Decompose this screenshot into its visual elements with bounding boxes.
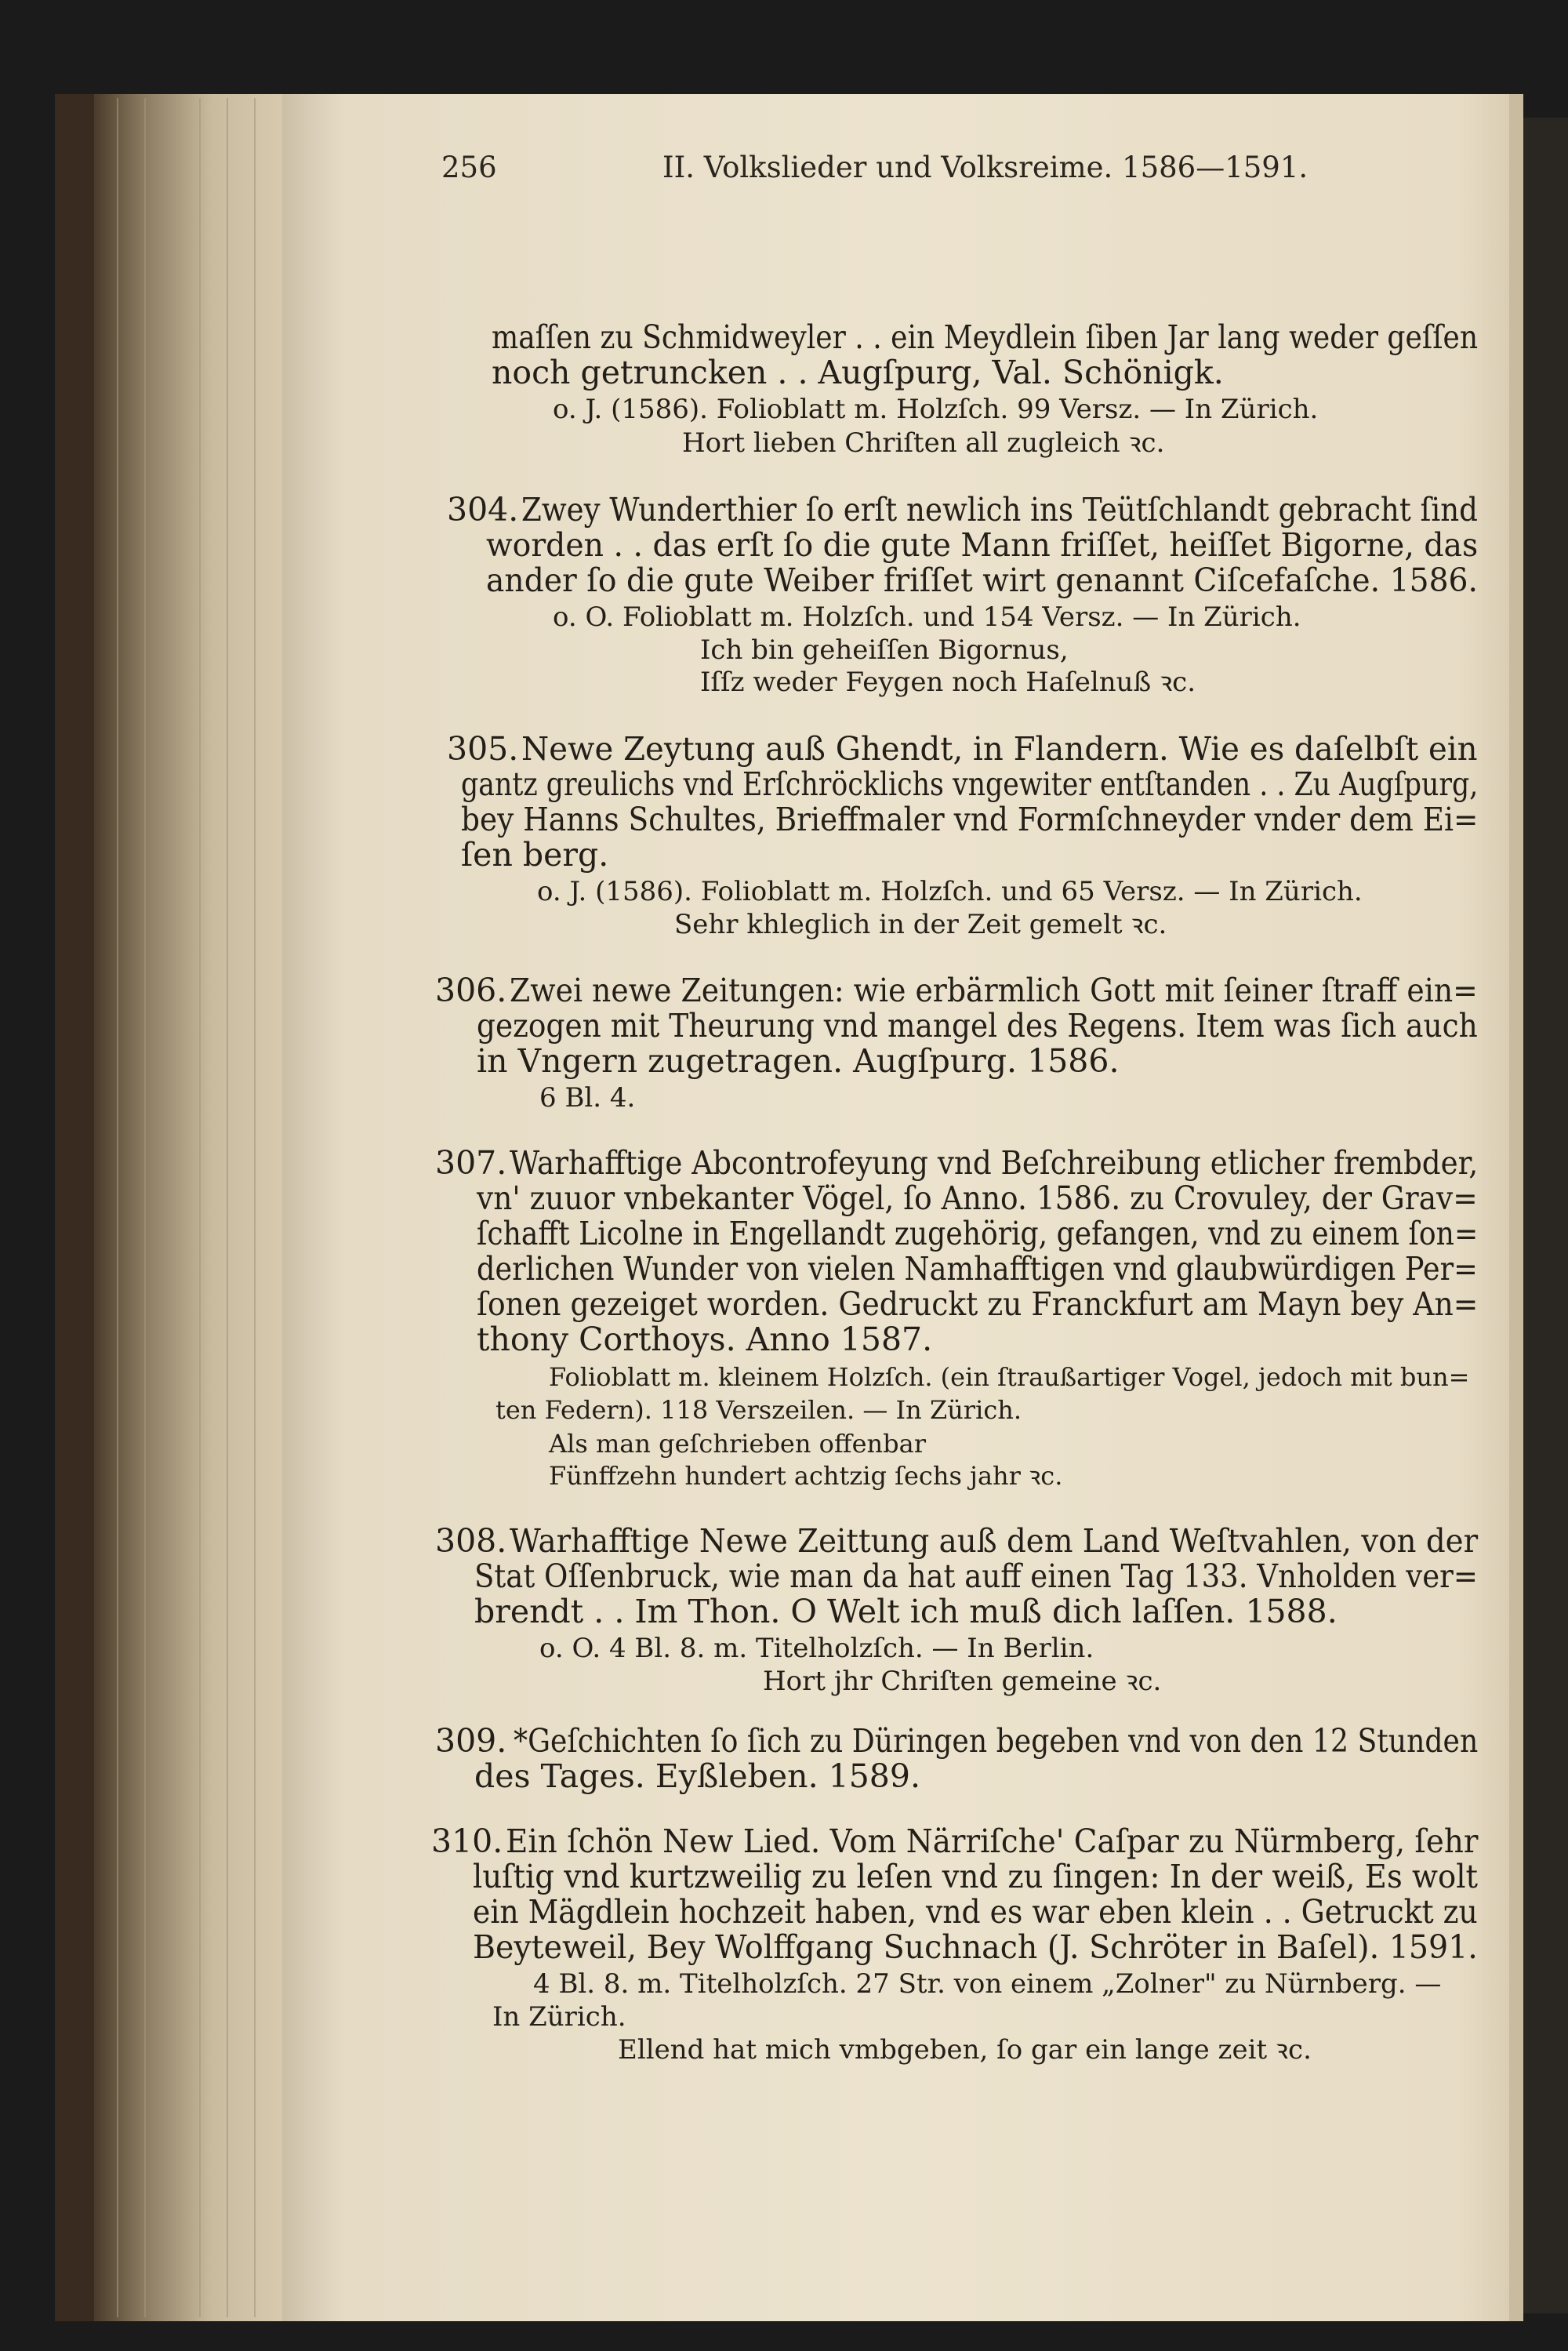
entry-number: 309. (435, 1722, 507, 1760)
entry-line: Warhafftige Newe Zeittung auß dem Land Weſtvahlen, von der (510, 1522, 1479, 1560)
entry-note: o. O. Folioblatt m. Holzſch. und 154 Versz. — In Zürich. (553, 601, 1301, 633)
entry-line: derlichen Wunder von vielen Namhafftigen vnd glaubwürdigen Per= (477, 1250, 1478, 1288)
entry-number: 307. (435, 1144, 507, 1182)
entry-note: Hort lieben Chriſten all zugleich ꝛc. (682, 427, 1165, 459)
entry-note: Fünffzehn hundert achtzig ſechs jahr ꝛc. (549, 1461, 1063, 1491)
entry-line: gantz greulichs vnd Erſchröcklichs vngewiter entſtanden . . Zu Augſpurg, (461, 765, 1479, 803)
entry-line: in Vngern zugetragen. Augſpurg. 1586. (477, 1042, 1120, 1080)
entry-line: bey Hanns Schultes, Brieffmaler vnd Formſchneyder vnder dem Ei= (461, 801, 1479, 838)
entry-note: Folioblatt m. kleinem Holzſch. (ein ſtraußartiger Vogel, jedoch mit bun= (549, 1362, 1470, 1392)
entry-line: Beyteweil, Bey Wolffgang Suchnach (J. Schröter in Baſel). 1591. (473, 1928, 1478, 1966)
entry-line: Warhafftige Abcontrofeyung vnd Beſchreibung etlicher frembder, (510, 1144, 1479, 1182)
entry-note: Iſſz weder Feygen noch Haſelnuß ꝛc. (700, 667, 1196, 698)
entry-note: Als man geſchrieben offenbar (549, 1429, 927, 1459)
entry-note: ten Federn). 118 Verszeilen. — In Zürich. (495, 1395, 1022, 1425)
entry-number: 310. (431, 1822, 503, 1860)
page-number: 256 (441, 151, 497, 184)
entry-line: Stat Oſſenbruck, wie man da hat auff einen Tag 133. Vnholden ver= (474, 1557, 1478, 1595)
entry-number: 308. (435, 1522, 507, 1560)
entry-number: 305. (447, 730, 519, 768)
entry-number: 306. (435, 972, 507, 1009)
entry-line: des Tages. Eyßleben. 1589. (474, 1757, 921, 1795)
entry-note: Hort jhr Chriſten gemeine ꝛc. (763, 1666, 1162, 1697)
entry-note: o. J. (1586). Folioblatt m. Holzſch. 99 Versz. — In Zürich. (553, 394, 1319, 425)
entry-line: *Geſchichten ſo ſich zu Düringen begeben vnd von den 12 Stunden (514, 1722, 1479, 1760)
entry-note: o. J. (1586). Folioblatt m. Holzſch. und 65 Versz. — In Zürich. (537, 876, 1363, 907)
entry-line: gezogen mit Theurung vnd mangel des Regens. Item was ſich auch (477, 1007, 1478, 1045)
entry-note: Sehr khleglich in der Zeit gemelt ꝛc. (674, 909, 1167, 940)
entry-line: Ein ſchön New Lied. Vom Närriſche' Caſpar zu Nürmberg, ſehr (506, 1822, 1479, 1860)
entry-note: In Zürich. (492, 2001, 626, 2033)
entry-number: 304. (447, 491, 519, 529)
entry-line: ander ſo die gute Weiber friſſet wirt genannt Ciſcefaſche. 1586. (486, 561, 1479, 599)
entry-line: vn' zuuor vnbekanter Vögel, ſo Anno. 1586. zu Crovuley, der Grav= (477, 1179, 1478, 1217)
entry-line: luſtig vnd kurtzweilig zu leſen vnd zu ſingen: In der weiß, Es wolt (473, 1858, 1479, 1895)
entry-line: ſen berg. (461, 836, 609, 874)
entry-note: 6 Bl. 4. (539, 1082, 636, 1114)
entry-line: ein Mägdlein hochzeit haben, vnd es war eben klein . . Getruckt zu (473, 1893, 1478, 1931)
entry-line: maſſen zu Schmidweyler . . ein Meydlein ſiben Jar lang weder geſſen (492, 318, 1479, 356)
entry-line: ſonen gezeiget worden. Gedruckt zu Franckfurt am Mayn bey An= (477, 1285, 1479, 1323)
entry-line: worden . . das erſt ſo die gute Mann friſſet, heiſſet Bigorne, das (486, 526, 1479, 564)
entry-note: 4 Bl. 8. m. Titelholzſch. 27 Str. von einem „Zolner" zu Nürnberg. — (533, 1968, 1442, 2000)
entry-line: Newe Zeytung auß Ghendt, in Flandern. Wie es daſelbſt ein (521, 730, 1478, 768)
entry-line: ſchafft Licolne in Engellandt zugehörig, gefangen, vnd zu einem ſon= (477, 1215, 1479, 1252)
entry-note: o. O. 4 Bl. 8. m. Titelholzſch. — In Berlin. (539, 1633, 1094, 1664)
entry-line: noch getruncken . . Augſpurg, Val. Schönigk. (492, 354, 1224, 391)
running-title: II. Volkslieder und Volksreime. 1586—1591. (662, 151, 1308, 184)
entry-note: Ich bin geheiſſen Bigornus, (700, 634, 1069, 666)
entry-line: Zwei newe Zeitungen: wie erbärmlich Gott mit ſeiner ſtraff ein= (510, 972, 1478, 1009)
entry-line: thony Corthoys. Anno 1587. (477, 1321, 933, 1358)
entry-note: Ellend hat mich vmbgeben, ſo gar ein lange zeit ꝛc. (618, 2034, 1312, 2066)
entry-line: brendt . . Im Thon. O Welt ich muß dich laſſen. 1588. (474, 1593, 1338, 1630)
entry-line: Zwey Wunderthier ſo erſt newlich ins Teütſchlandt gebracht ſind (521, 491, 1478, 529)
